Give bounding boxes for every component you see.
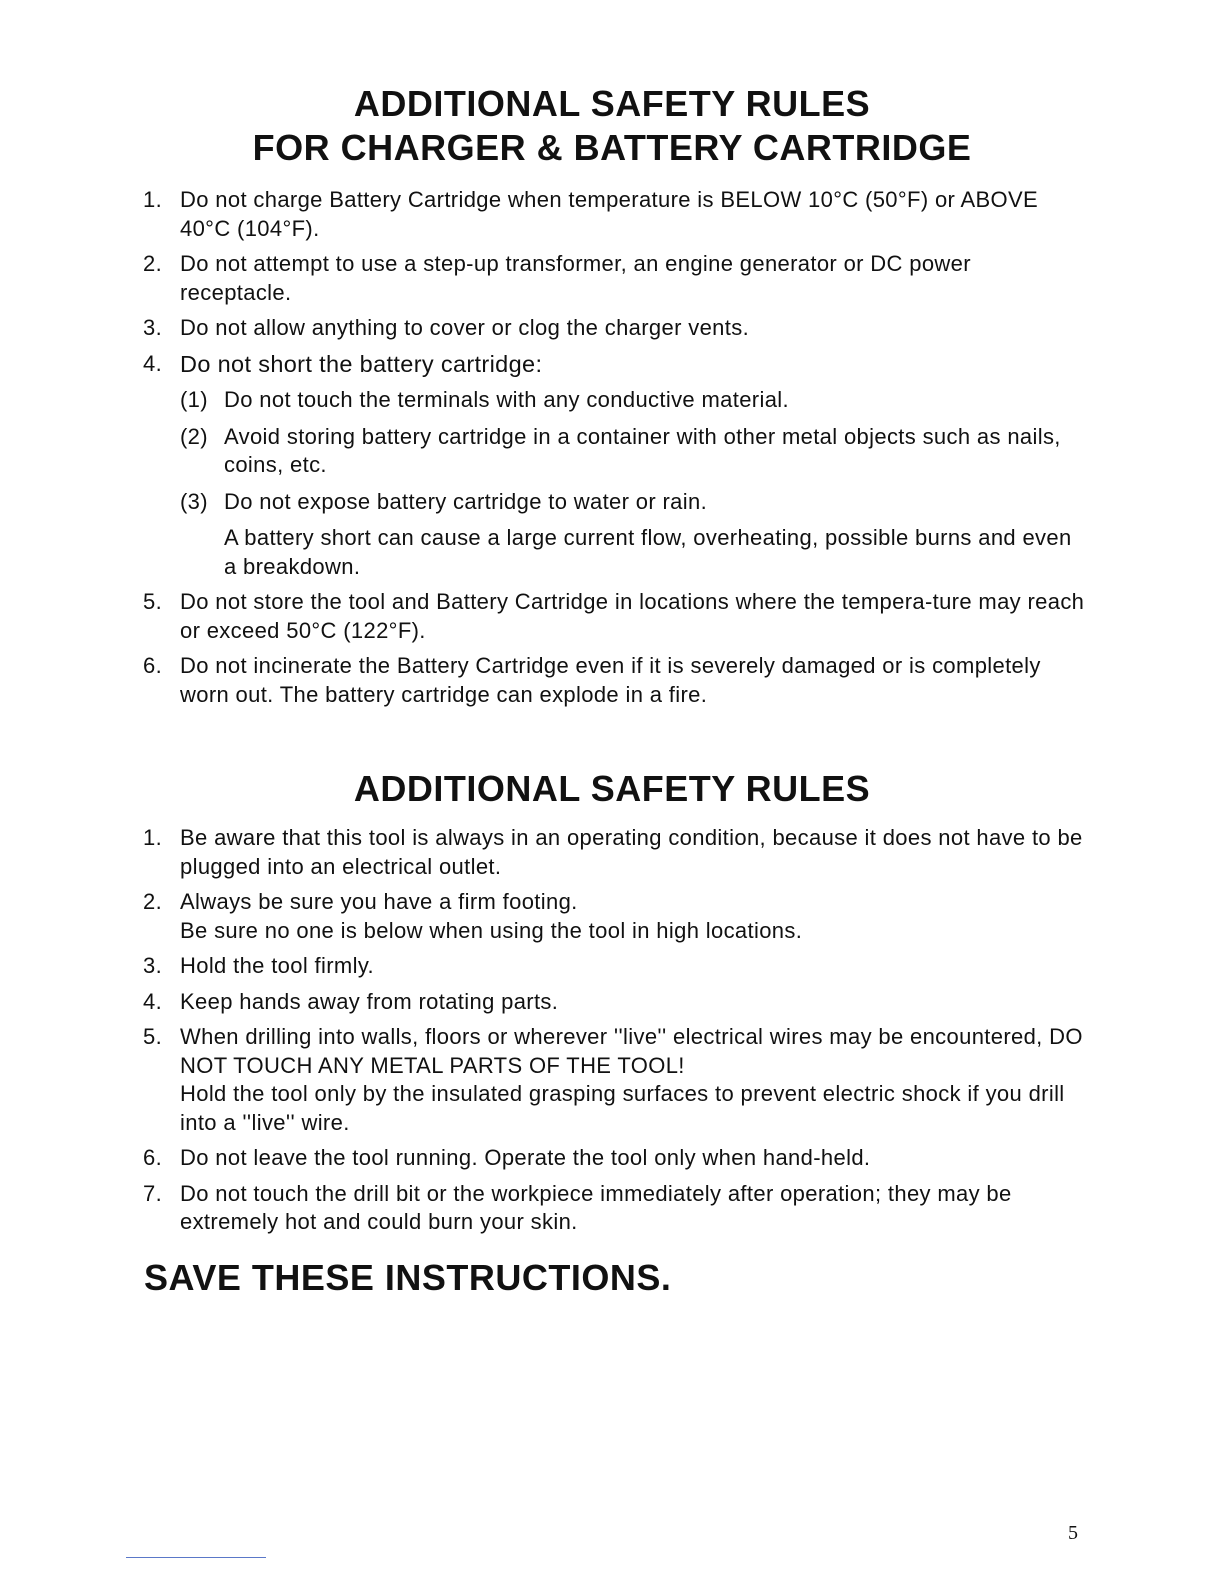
rule-text: Do not allow anything to cover or clog the charger vents. <box>180 315 750 340</box>
list-item <box>0 186 1224 243</box>
footer-divider <box>126 1557 266 1558</box>
rule-text-continued: Hold the tool only by the insulated grasping surfaces to prevent electric shock if you drill into a ''live'' wire. <box>180 1081 1065 1135</box>
sub-list-item <box>180 423 1086 480</box>
list-item <box>0 888 1224 945</box>
list-item <box>0 988 1224 1017</box>
section1-title-line1: ADDITIONAL SAFETY RULES <box>353 83 871 124</box>
charger-battery-rules-list <box>0 186 1224 709</box>
rule-text: Do not charge Battery Cartridge when temperature is BELOW 10°C (50°F) or ABOVE 40°C (104°F). <box>180 187 1039 241</box>
sub-rule-number: (2) <box>180 423 208 449</box>
short-circuit-note: A battery short can cause a large current flow, overheating, possible burns and even a breakdown. <box>224 525 1072 579</box>
list-item <box>0 1180 1224 1237</box>
rule-number: 7. <box>143 1180 163 1206</box>
sub-rule-number: (3) <box>180 488 208 514</box>
list-item <box>0 1023 1224 1137</box>
rule-number: 2. <box>143 251 163 276</box>
sub-rule-text: Do not touch the terminals with any conductive material. <box>224 387 789 412</box>
sub-rule-text: Do not expose battery cartridge to water or rain. <box>224 488 708 514</box>
rule-number: 3. <box>143 315 163 340</box>
rule-number: 5. <box>143 589 163 614</box>
list-item <box>0 1144 1224 1173</box>
list-item <box>0 652 1224 709</box>
save-instructions-heading: SAVE THESE INSTRUCTIONS. <box>144 1257 672 1298</box>
list-item <box>0 250 1224 307</box>
short-circuit-sublist <box>180 386 1086 516</box>
rule-number: 6. <box>143 653 163 678</box>
rule-number: 5. <box>143 1024 163 1049</box>
rule-number: 4. <box>143 988 163 1014</box>
sub-list-item <box>180 386 1086 415</box>
rule-number: 3. <box>143 953 163 978</box>
rule-text: Do not store the tool and Battery Cartridge in locations where the tempera-ture may reach or exceed 50°C (122°F). <box>180 589 1085 643</box>
rule-text: Do not leave the tool running. Operate the tool only when hand-held. <box>180 1145 871 1170</box>
sub-list-item <box>180 488 1086 517</box>
list-item <box>0 588 1224 645</box>
rule-number: 2. <box>143 889 163 914</box>
rule-text: Keep hands away from rotating parts. <box>180 988 559 1014</box>
sub-rule-text: Avoid storing battery cartridge in a container with other metal objects such as nails, coins, etc. <box>224 423 1061 477</box>
rule-text: Always be sure you have a firm footing. <box>180 889 578 914</box>
rule-text: Do not attempt to use a step-up transformer, an engine generator or DC power receptacle. <box>180 251 971 305</box>
rule-number: 4. <box>143 350 163 376</box>
page-number: 5 <box>1068 1522 1078 1544</box>
rule-text: When drilling into walls, floors or wherever ''live'' electrical wires may be encountered, DO NOT TOUCH ANY METAL PARTS OF THE TOOL! <box>180 1024 1083 1078</box>
rule-text-continued: Be sure no one is below when using the tool in high locations. <box>180 917 803 943</box>
rule-text: Be aware that this tool is always in an operating condition, because it does not have to be plugged into an electrical outlet. <box>180 825 1083 879</box>
sub-rule-number: (1) <box>180 387 208 412</box>
rule-number: 6. <box>143 1145 163 1170</box>
rule-number: 1. <box>143 187 163 212</box>
list-item <box>0 952 1224 981</box>
list-item <box>0 824 1224 881</box>
list-item <box>0 314 1224 343</box>
section2-title: ADDITIONAL SAFETY RULES <box>353 768 871 809</box>
tool-safety-rules-list <box>0 824 1224 1237</box>
section1-title-line2: FOR CHARGER & BATTERY CARTRIDGE <box>252 127 972 168</box>
list-item <box>0 350 1224 582</box>
rule-text: Do not short the battery cartridge: <box>180 350 543 377</box>
rule-text: Hold the tool firmly. <box>180 953 375 978</box>
rule-number: 1. <box>143 825 163 850</box>
rule-text: Do not incinerate the Battery Cartridge even if it is severely damaged or is completely worn out. The battery cartridge can explode in a fire. <box>180 653 1041 707</box>
rule-text: Do not touch the drill bit or the workpiece immediately after operation; they may be extremely hot and could burn your skin. <box>180 1180 1012 1234</box>
